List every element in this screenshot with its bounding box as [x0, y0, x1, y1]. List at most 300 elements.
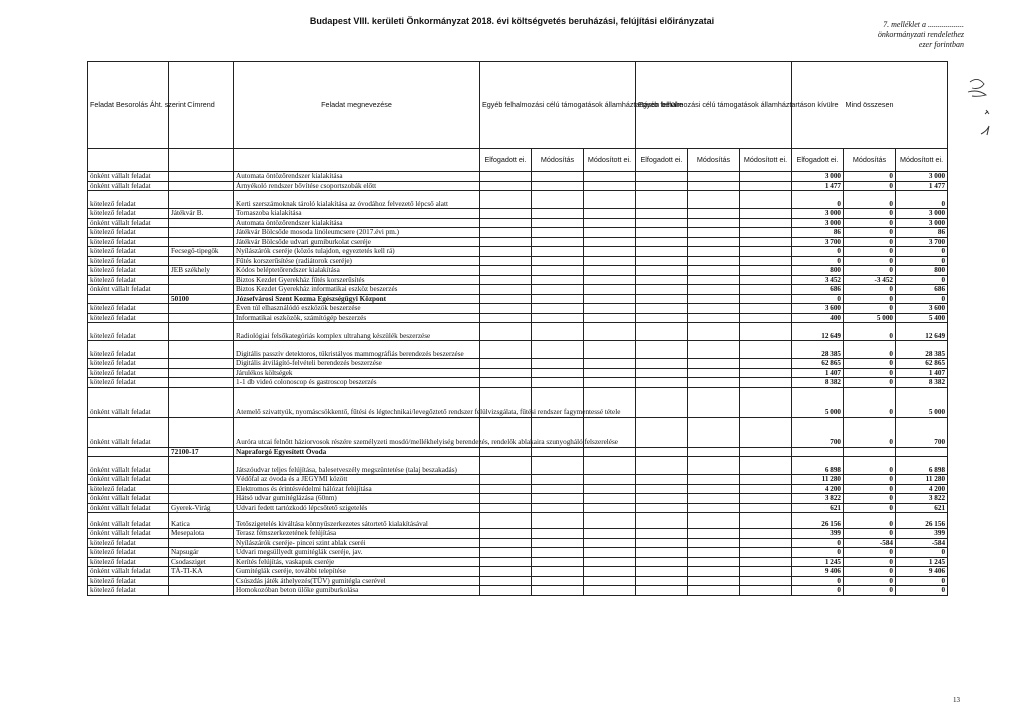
cell-modositott: 5 000: [896, 387, 948, 417]
cell-elfogadott: 3 000: [792, 172, 844, 182]
cell-empty: [584, 378, 636, 388]
cell-empty: [532, 378, 584, 388]
table-row: [88, 359, 948, 369]
cell-modositas: -3 452: [844, 275, 896, 285]
cell-elfogadott: [792, 447, 844, 457]
cell-megnevezes: Udvari megsüllyedt gumitéglák cseréje, jav.: [234, 548, 480, 558]
cell-empty: [688, 586, 740, 596]
cell-empty: [740, 218, 792, 228]
cell-empty: [688, 341, 740, 359]
cell-empty: [584, 484, 636, 494]
cell-modositott: 3 000: [896, 209, 948, 219]
cell-megnevezes: Biztos Kezdet Gyerekház fűtés korszerűsítés: [234, 275, 480, 285]
cell-megnevezes: Tetőszigetelés kiváltása könnyűszerkezetes sátortető kialakításával: [234, 513, 480, 529]
cell-cimrend: Katica: [169, 513, 234, 529]
cell-feladat: kötelező feladat: [88, 538, 169, 548]
cell-modositott: 0: [896, 576, 948, 586]
subheader-cell: Módosított ei.: [584, 149, 636, 172]
cell-elfogadott: 3 000: [792, 209, 844, 219]
subheader-row: [88, 149, 948, 172]
cell-empty: [584, 285, 636, 295]
cell-modositas: 0: [844, 529, 896, 539]
cell-empty: [688, 247, 740, 257]
cell-empty: [636, 378, 688, 388]
cell-empty: [584, 513, 636, 529]
cell-modositas: 0: [844, 475, 896, 485]
cell-modositas: 0: [844, 484, 896, 494]
cell-empty: [584, 586, 636, 596]
cell-elfogadott: 0: [792, 256, 844, 266]
cell-empty: [740, 304, 792, 314]
cell-empty: [740, 475, 792, 485]
cell-empty: [480, 576, 532, 586]
cell-empty: [688, 378, 740, 388]
table-row: [88, 304, 948, 314]
cell-modositas: 0: [844, 304, 896, 314]
cell-feladat: önként vállalt feladat: [88, 529, 169, 539]
cell-empty: [636, 548, 688, 558]
cell-empty: [584, 228, 636, 238]
cell-modositas: 0: [844, 513, 896, 529]
cell-empty: [532, 576, 584, 586]
cell-empty: [740, 557, 792, 567]
cell-empty: [584, 304, 636, 314]
cell-empty: [584, 548, 636, 558]
cell-empty: [480, 304, 532, 314]
cell-elfogadott: 3 822: [792, 494, 844, 504]
cell-feladat: önként vállalt feladat: [88, 417, 169, 447]
cell-feladat: önként vállalt feladat: [88, 475, 169, 485]
cell-cimrend: [169, 484, 234, 494]
cell-empty: [584, 368, 636, 378]
table-row: [88, 256, 948, 266]
cell-megnevezes: Kerítés felújítás, vaskapuk cseréje: [234, 557, 480, 567]
cell-modositas: 0: [844, 209, 896, 219]
cell-feladat: önként vállalt feladat: [88, 181, 169, 191]
cell-feladat: kötelező feladat: [88, 266, 169, 276]
table-row: [88, 576, 948, 586]
cell-empty: [532, 304, 584, 314]
cell-empty: [584, 457, 636, 475]
cell-feladat: kötelező feladat: [88, 576, 169, 586]
cell-empty: [688, 191, 740, 209]
cell-empty: [480, 294, 532, 304]
cell-modositott: 399: [896, 529, 948, 539]
subheader-cell: Elfogadott ei.: [636, 149, 688, 172]
cell-empty: [688, 294, 740, 304]
cell-empty: [740, 191, 792, 209]
table-row: [88, 494, 948, 504]
cell-empty: [636, 484, 688, 494]
table-row: [88, 503, 948, 513]
cell-cimrend: [169, 341, 234, 359]
cell-modositas: 5 000: [844, 313, 896, 323]
cell-megnevezes: Játszóudvar teljes felújítása, balesetveszély megszüntetése (talaj beszakadás): [234, 457, 480, 475]
cell-modositas: 0: [844, 567, 896, 577]
cell-empty: [480, 313, 532, 323]
cell-empty: [532, 529, 584, 539]
cell-empty: [688, 538, 740, 548]
cell-elfogadott: 686: [792, 285, 844, 295]
cell-modositott: 28 385: [896, 341, 948, 359]
cell-empty: [740, 237, 792, 247]
cell-elfogadott: 3 600: [792, 304, 844, 314]
cell-empty: [636, 218, 688, 228]
cell-empty: [480, 529, 532, 539]
cell-empty: [480, 218, 532, 228]
cell-megnevezes: Digitális passzív detektoros, tükristályos mammográfiás berendezés beszerzése: [234, 341, 480, 359]
header-group-kivulre: Egyéb felhalmozási célú támogatások államháztartáson kívülre: [636, 62, 792, 149]
table-body: [88, 172, 948, 596]
cell-megnevezes: Terasz fémszerkezetének felújítása: [234, 529, 480, 539]
cell-cimrend: JEB székhely: [169, 266, 234, 276]
cell-empty: [532, 237, 584, 247]
cell-empty: [688, 323, 740, 341]
cell-empty: [688, 548, 740, 558]
cell-feladat: kötelező feladat: [88, 484, 169, 494]
cell-empty: [636, 294, 688, 304]
cell-empty: [584, 576, 636, 586]
table-row: [88, 275, 948, 285]
cell-empty: [636, 513, 688, 529]
cell-empty: [532, 494, 584, 504]
cell-feladat: [88, 294, 169, 304]
table-row: [88, 172, 948, 182]
cell-cimrend: TÁ-TI-KA: [169, 567, 234, 577]
cell-empty: [636, 447, 688, 457]
cell-empty: [532, 548, 584, 558]
cell-cimrend: [169, 387, 234, 417]
cell-modositott: 0: [896, 191, 948, 209]
cell-empty: [532, 457, 584, 475]
cell-empty: [584, 181, 636, 191]
cell-feladat: kötelező feladat: [88, 359, 169, 369]
cell-empty: [480, 457, 532, 475]
cell-empty: [688, 256, 740, 266]
table-row: [88, 475, 948, 485]
cell-feladat: kötelező feladat: [88, 313, 169, 323]
cell-empty: [740, 378, 792, 388]
cell-elfogadott: 700: [792, 417, 844, 447]
cell-empty: [740, 387, 792, 417]
cell-empty: [532, 313, 584, 323]
table-row: [88, 368, 948, 378]
cell-empty: [636, 576, 688, 586]
cell-empty: [740, 576, 792, 586]
cell-elfogadott: 3 700: [792, 237, 844, 247]
cell-modositott: 3 000: [896, 172, 948, 182]
cell-elfogadott: 3 452: [792, 275, 844, 285]
cell-empty: [688, 275, 740, 285]
cell-modositas: 0: [844, 378, 896, 388]
cell-elfogadott: 800: [792, 266, 844, 276]
cell-feladat: kötelező feladat: [88, 368, 169, 378]
cell-empty: [480, 548, 532, 558]
cell-cimrend: Csodasziget: [169, 557, 234, 567]
cell-megnevezes: Automata öntözőrendszer kialakítása: [234, 172, 480, 182]
subheader-cell: Módosítás: [532, 149, 584, 172]
cell-feladat: kötelező feladat: [88, 341, 169, 359]
table-row: [88, 378, 948, 388]
cell-cimrend: [169, 576, 234, 586]
cell-empty: [636, 285, 688, 295]
cell-empty: [636, 181, 688, 191]
subheader-cell: Elfogadott ei.: [792, 149, 844, 172]
cell-empty: [740, 548, 792, 558]
cell-empty: [636, 275, 688, 285]
cell-elfogadott: 0: [792, 576, 844, 586]
cell-empty: [480, 475, 532, 485]
cell-empty: [636, 323, 688, 341]
cell-modositas: 0: [844, 294, 896, 304]
cell-modositas: 0: [844, 237, 896, 247]
cell-empty: [584, 503, 636, 513]
cell-cimrend: [169, 181, 234, 191]
table-row: [88, 294, 948, 304]
cell-elfogadott: 6 898: [792, 457, 844, 475]
cell-empty: [688, 313, 740, 323]
annex-line-2: önkormányzati rendelethez: [877, 30, 964, 39]
cell-empty: [584, 529, 636, 539]
cell-empty: [740, 529, 792, 539]
cell-empty: [584, 191, 636, 209]
cell-empty: [740, 313, 792, 323]
cell-cimrend: Gyerek-Virág: [169, 503, 234, 513]
cell-modositas: 0: [844, 228, 896, 238]
cell-modositott: 0: [896, 294, 948, 304]
cell-empty: [688, 494, 740, 504]
budget-table: [87, 61, 948, 596]
cell-modositott: 3 700: [896, 237, 948, 247]
cell-modositott: 6 898: [896, 457, 948, 475]
cell-empty: [480, 228, 532, 238]
cell-cimrend: Napsugár: [169, 548, 234, 558]
cell-modositott: 11 280: [896, 475, 948, 485]
cell-feladat: önként vállalt feladat: [88, 172, 169, 182]
cell-empty: [480, 247, 532, 257]
cell-cimrend: [169, 475, 234, 485]
cell-megnevezes: Józsefvárosi Szent Kozma Egészségügyi Központ: [234, 294, 480, 304]
cell-elfogadott: 0: [792, 294, 844, 304]
cell-empty: [480, 323, 532, 341]
cell-empty: [532, 447, 584, 457]
cell-feladat: önként vállalt feladat: [88, 494, 169, 504]
cell-empty: [688, 237, 740, 247]
cell-megnevezes: Informatikai eszközök, számítógép beszerzés: [234, 313, 480, 323]
cell-elfogadott: 1 407: [792, 368, 844, 378]
cell-empty: [532, 181, 584, 191]
cell-modositott: 4 200: [896, 484, 948, 494]
cell-megnevezes: Homokozóban beton ülőke gumiburkolása: [234, 586, 480, 596]
cell-empty: [688, 503, 740, 513]
cell-empty: [532, 484, 584, 494]
cell-empty: [532, 475, 584, 485]
cell-empty: [740, 228, 792, 238]
cell-feladat: kötelező feladat: [88, 586, 169, 596]
cell-empty: [688, 529, 740, 539]
cell-empty: [480, 538, 532, 548]
table-row: [88, 557, 948, 567]
cell-modositott: -584: [896, 538, 948, 548]
cell-elfogadott: 0: [792, 586, 844, 596]
cell-empty: [740, 567, 792, 577]
handwritten-mark: [955, 74, 995, 144]
cell-modositott: 1 407: [896, 368, 948, 378]
cell-empty: [740, 294, 792, 304]
table-row: [88, 247, 948, 257]
cell-empty: [636, 228, 688, 238]
cell-modositott: 686: [896, 285, 948, 295]
cell-cimrend: Mesepalota: [169, 529, 234, 539]
cell-megnevezes: Hátsó udvar gumitéglázása (60nm): [234, 494, 480, 504]
cell-modositott: 3 822: [896, 494, 948, 504]
cell-elfogadott: 8 382: [792, 378, 844, 388]
cell-modositas: 0: [844, 576, 896, 586]
table-row: [88, 228, 948, 238]
cell-empty: [584, 256, 636, 266]
cell-elfogadott: 26 156: [792, 513, 844, 529]
cell-feladat: kötelező feladat: [88, 191, 169, 209]
cell-empty: [740, 172, 792, 182]
cell-elfogadott: 28 385: [792, 341, 844, 359]
cell-empty: [532, 172, 584, 182]
cell-feladat: kötelező feladat: [88, 228, 169, 238]
cell-empty: [688, 368, 740, 378]
cell-megnevezes: Járulékos költségek: [234, 368, 480, 378]
cell-empty: [688, 266, 740, 276]
cell-modositott: 62 865: [896, 359, 948, 369]
cell-empty: [584, 218, 636, 228]
cell-empty: [740, 266, 792, 276]
header-row: [88, 62, 948, 149]
cell-modositas: 0: [844, 181, 896, 191]
cell-empty: [688, 209, 740, 219]
cell-empty: [480, 368, 532, 378]
cell-modositas: 0: [844, 359, 896, 369]
cell-empty: [688, 484, 740, 494]
cell-empty: [688, 218, 740, 228]
cell-empty: [740, 586, 792, 596]
cell-empty: [532, 341, 584, 359]
cell-modositas: 0: [844, 218, 896, 228]
cell-cimrend: [169, 304, 234, 314]
table-row: [88, 218, 948, 228]
cell-cimrend: [169, 368, 234, 378]
cell-empty: [532, 538, 584, 548]
cell-empty: [584, 209, 636, 219]
cell-feladat: kötelező feladat: [88, 323, 169, 341]
cell-empty: [584, 313, 636, 323]
cell-empty: [584, 172, 636, 182]
page-number: 13: [953, 696, 960, 704]
cell-empty: [740, 209, 792, 219]
cell-cimrend: 50100: [169, 294, 234, 304]
cell-megnevezes: Atemelő szivattyúk, nyomáscsökkentő, fűtési és légtechnikai/levegőztető rendszer felülvizsgálata, fűtési rendszer fagymentessé tétele: [234, 387, 480, 417]
cell-feladat: [88, 447, 169, 457]
cell-modositott: 1 477: [896, 181, 948, 191]
cell-modositas: -584: [844, 538, 896, 548]
cell-empty: [480, 513, 532, 529]
cell-feladat: kötelező feladat: [88, 237, 169, 247]
cell-empty: [532, 557, 584, 567]
cell-empty: [688, 304, 740, 314]
cell-empty: [740, 323, 792, 341]
table-row: [88, 484, 948, 494]
cell-empty: [584, 475, 636, 485]
cell-modositas: [844, 447, 896, 457]
table-row: [88, 341, 948, 359]
cell-modositas: 0: [844, 417, 896, 447]
cell-modositas: 0: [844, 191, 896, 209]
cell-empty: [740, 503, 792, 513]
cell-empty: [740, 484, 792, 494]
cell-modositas: 0: [844, 494, 896, 504]
cell-empty: [480, 256, 532, 266]
cell-modositott: 621: [896, 503, 948, 513]
cell-feladat: önként vállalt feladat: [88, 285, 169, 295]
cell-empty: [636, 368, 688, 378]
cell-modositott: 0: [896, 275, 948, 285]
cell-modositas: 0: [844, 368, 896, 378]
table-row: [88, 387, 948, 417]
cell-elfogadott: 400: [792, 313, 844, 323]
cell-cimrend: [169, 457, 234, 475]
cell-elfogadott: 399: [792, 529, 844, 539]
cell-elfogadott: 0: [792, 548, 844, 558]
cell-modositas: 0: [844, 247, 896, 257]
cell-elfogadott: 86: [792, 228, 844, 238]
cell-empty: [480, 447, 532, 457]
cell-modositas: 0: [844, 341, 896, 359]
table-row: [88, 191, 948, 209]
cell-cimrend: 72100-17: [169, 447, 234, 457]
cell-empty: [740, 285, 792, 295]
cell-modositas: 0: [844, 557, 896, 567]
cell-empty: [688, 417, 740, 447]
table-row: [88, 567, 948, 577]
cell-empty: [584, 359, 636, 369]
cell-elfogadott: 9 406: [792, 567, 844, 577]
cell-empty: [688, 475, 740, 485]
cell-cimrend: [169, 586, 234, 596]
cell-empty: [688, 513, 740, 529]
subheader-cell: Módosítás: [844, 149, 896, 172]
cell-empty: [740, 538, 792, 548]
cell-cimrend: [169, 285, 234, 295]
cell-empty: [740, 494, 792, 504]
cell-empty: [584, 294, 636, 304]
cell-empty: [688, 359, 740, 369]
cell-cimrend: [169, 172, 234, 182]
annex-line-1: 7. melléklet a ..................: [883, 20, 964, 29]
cell-empty: [740, 275, 792, 285]
cell-modositott: 3 000: [896, 218, 948, 228]
cell-empty: [584, 538, 636, 548]
cell-cimrend: [169, 323, 234, 341]
cell-empty: [532, 513, 584, 529]
cell-empty: [636, 417, 688, 447]
cell-feladat: kötelező feladat: [88, 247, 169, 257]
cell-empty: [480, 275, 532, 285]
table-row: [88, 538, 948, 548]
cell-empty: [636, 503, 688, 513]
cell-empty: [636, 304, 688, 314]
cell-empty: [532, 323, 584, 341]
cell-empty: [688, 181, 740, 191]
cell-empty: [636, 567, 688, 577]
cell-empty: [636, 247, 688, 257]
cell-modositott: 0: [896, 256, 948, 266]
